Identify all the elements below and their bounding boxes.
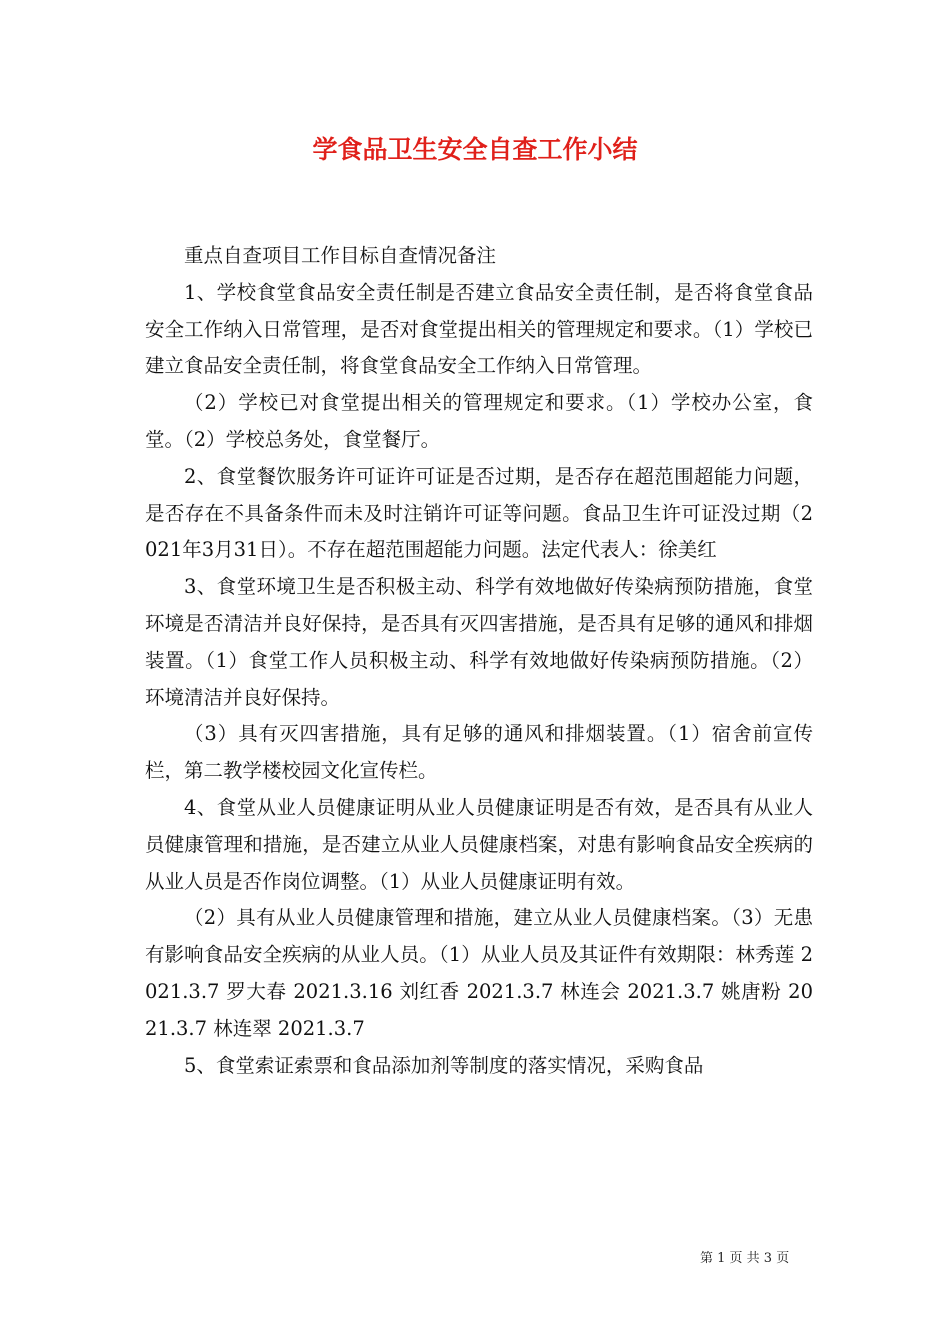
paragraph-item-3: 3、食堂环境卫生是否积极主动、科学有效地做好传染病预防措施，食堂环境是否清洁并良好保持，是否具有灭四害措施，是否具有足够的通风和排烟装置。（1）食堂工作人员积极主动、科学有效地做好传染病预防措施。（2）环境清洁并良好保持。 bbox=[145, 575, 813, 709]
paragraph-item-5: 5、食堂索证索票和食品添加剂等制度的落实情况，采购食品 bbox=[184, 1053, 704, 1077]
paragraph-item-3-continued: （3）具有灭四害措施，具有足够的通风和排烟装置。（1）宿舍前宣传栏，第二教学楼校园文化宣传栏。 bbox=[145, 722, 813, 783]
document-body bbox=[145, 238, 813, 1084]
paragraph-item-1: 1、学校食堂食品安全责任制是否建立食品安全责任制，是否将食堂食品安全工作纳入日常管理，是否对食堂提出相关的管理规定和要求。（1）学校已建立食品安全责任制，将食堂食品安全工作纳入日常管理。 bbox=[145, 280, 813, 378]
paragraph-item-4-continued: （2）具有从业人员健康管理和措施，建立从业人员健康档案。（3）无患有影响食品安全疾病的从业人员。（1）从业人员及其证件有效期限：林秀莲 2021.3.7 罗大春 2021.3.16 刘红香 2021.3.7 林连会 2021.3.7 姚唐粉 2021.3.7 林连翠 2021.3.7 bbox=[145, 906, 813, 1040]
document-title: 学食品卫生安全自查工作小结 bbox=[312, 135, 638, 164]
paragraph-heading: 重点自查项目工作目标自查情况备注 bbox=[184, 244, 497, 267]
paragraph-item-4: 4、食堂从业人员健康证明从业人员健康证明是否有效，是否具有从业人员健康管理和措施，是否建立从业人员健康档案，对患有影响食品安全疾病的从业人员是否作岗位调整。（1）从业人员健康证明有效。 bbox=[145, 795, 813, 893]
paragraph-item-1-continued: （2）学校已对食堂提出相关的管理规定和要求。（1）学校办公室，食堂。（2）学校总务处，食堂餐厅。 bbox=[145, 391, 813, 451]
paragraph-item-2: 2、食堂餐饮服务许可证许可证是否过期，是否存在超范围超能力问题，是否存在不具备条件而未及时注销许可证等问题。食品卫生许可证没过期（2021年3月31日）。不存在超范围超能力问题。法定代表人：徐美红 bbox=[145, 464, 813, 562]
page-number-footer: 第 1 页 共 3 页 bbox=[700, 1251, 790, 1266]
